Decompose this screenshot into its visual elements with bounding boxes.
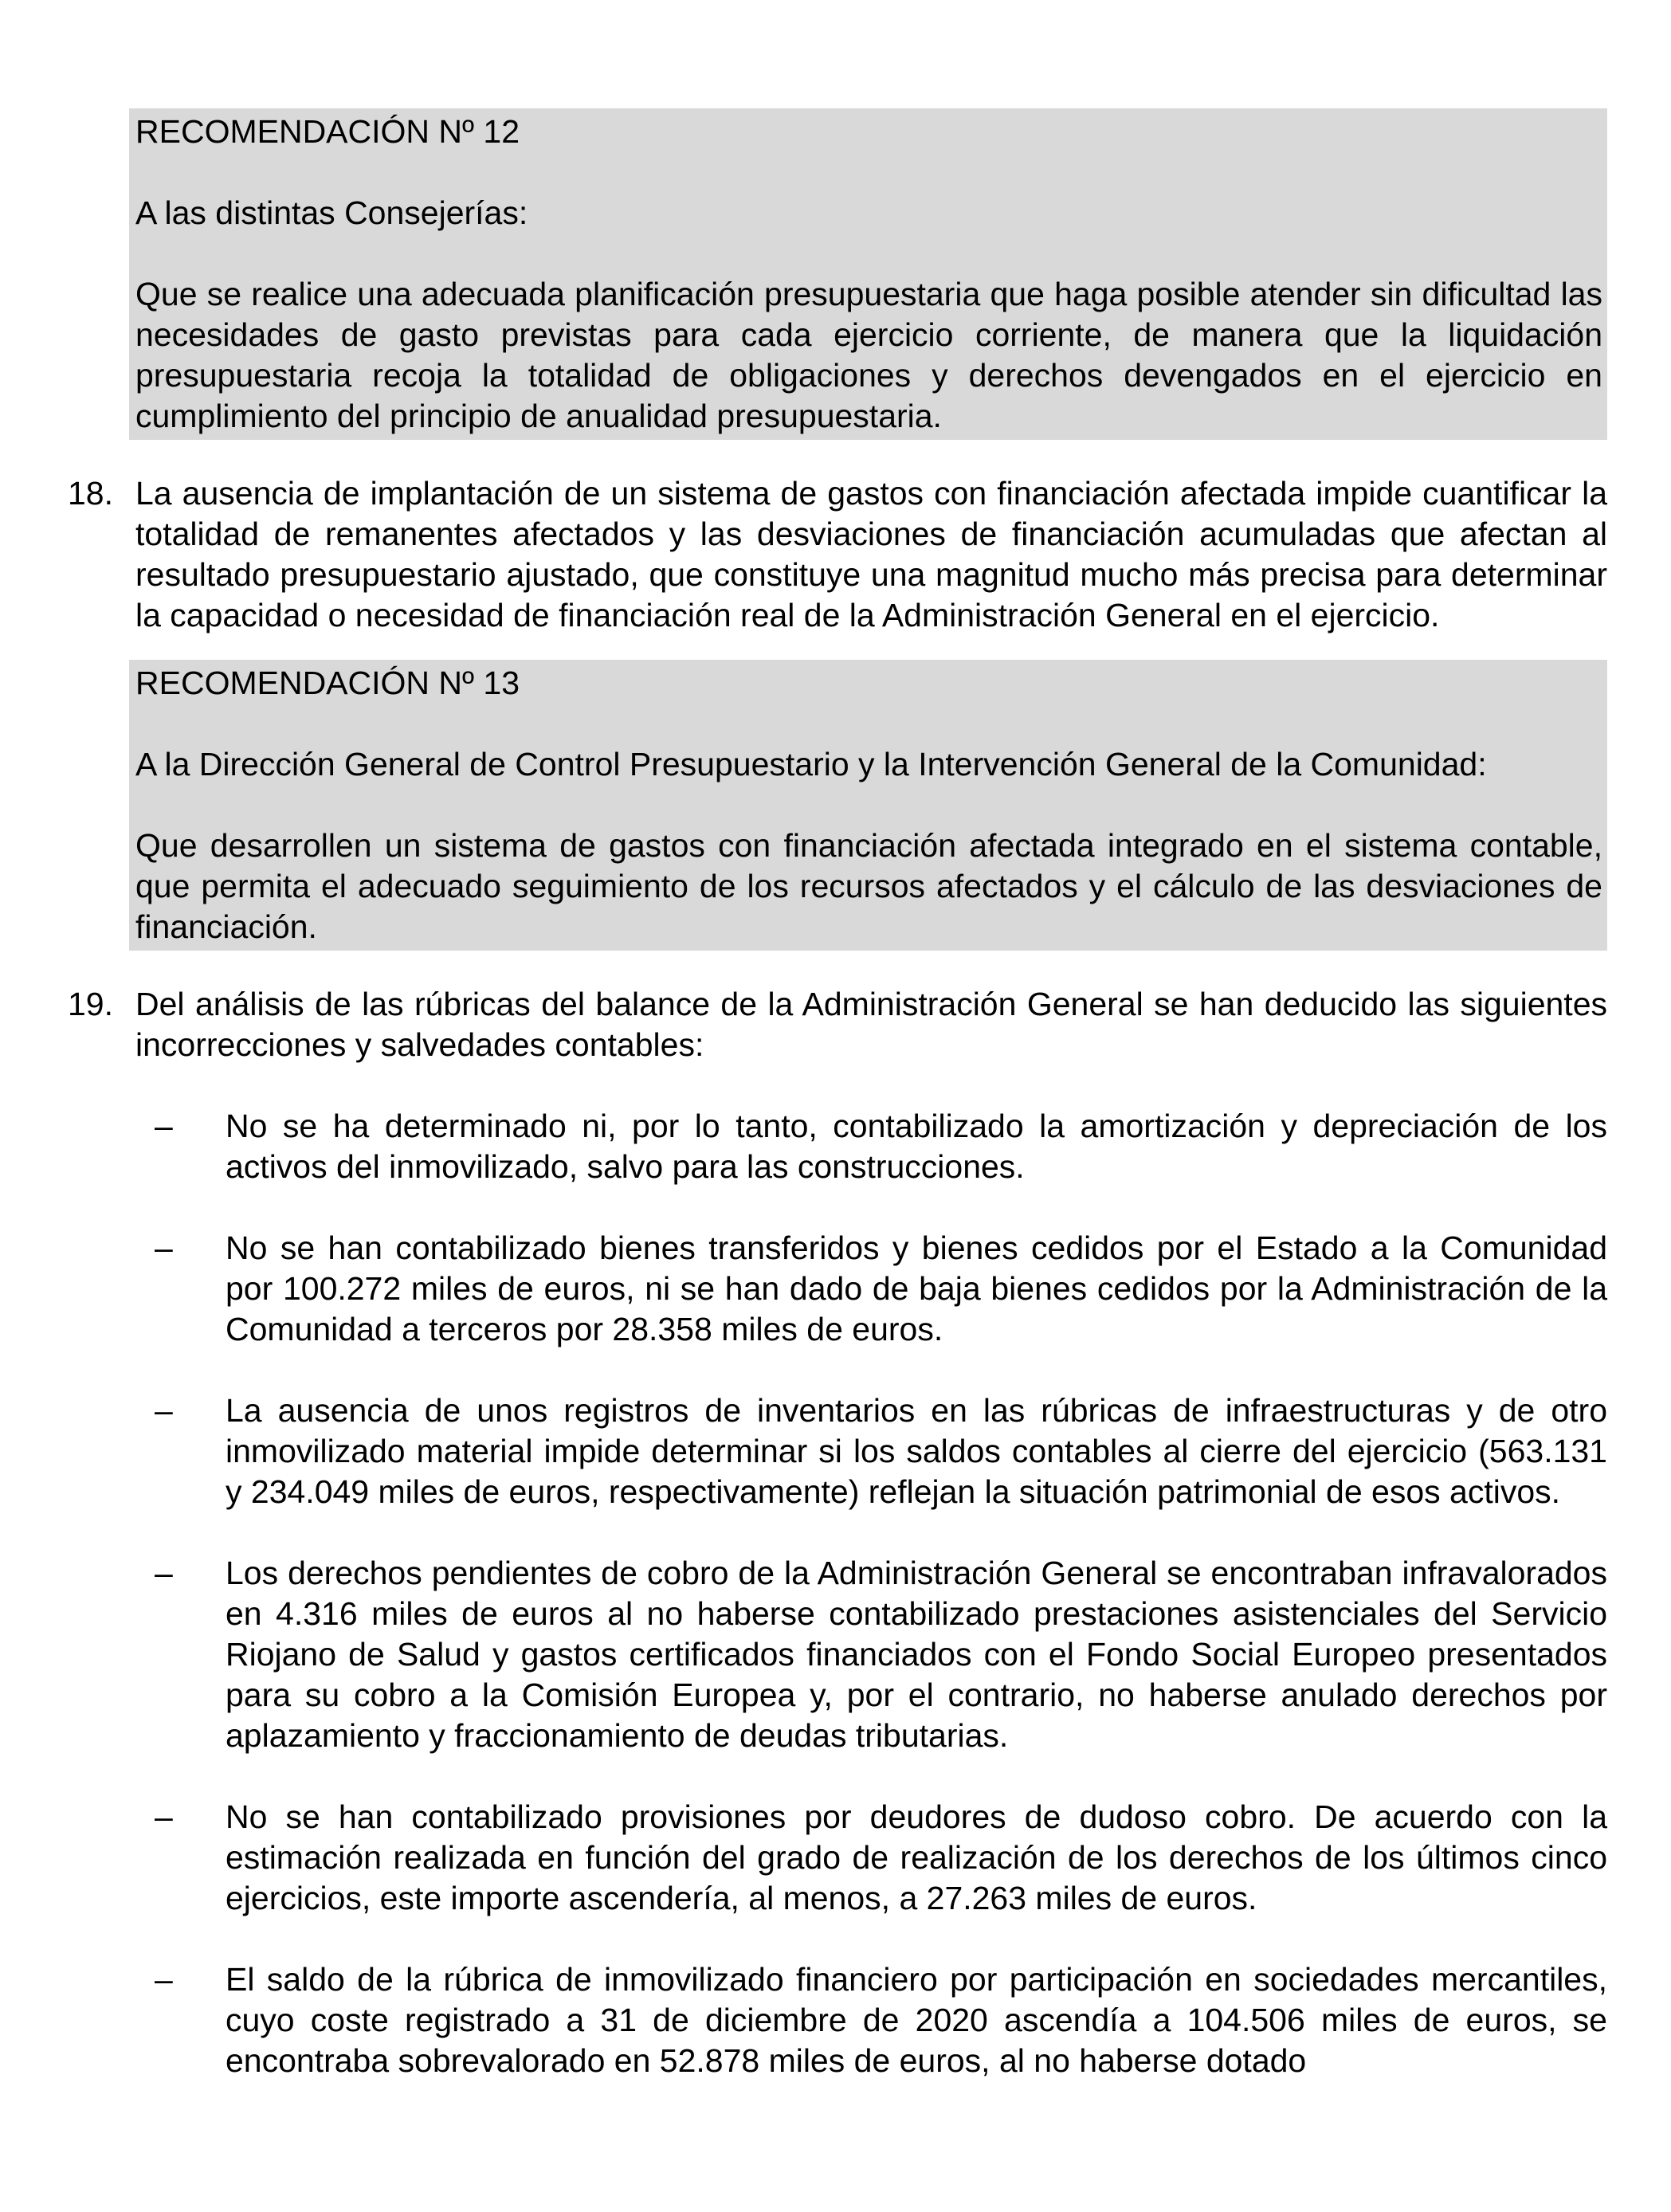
dash-bullet: – [155, 1961, 173, 1998]
recommendation-13-addressee: A la Dirección General de Control Presupuestario y la Intervención General de la Comunidad: [135, 746, 1487, 782]
recommendation-13-text: Que desarrollen un sistema de gastos con financiación afectada integrado en el sistema contable, que permita el adecuado seguimiento de los recursos afectados y el cálculo de las desviaciones de financiación. [135, 827, 1602, 945]
list-item [135, 1106, 1607, 1187]
dash-bullet: – [155, 1108, 173, 1144]
paragraph-18 [68, 473, 1607, 636]
recommendation-13-title: RECOMENDACIÓN Nº 13 [135, 665, 520, 701]
list-item [135, 1797, 1607, 1919]
paragraph-19-number: 19. [68, 986, 113, 1022]
dash-bullet: – [155, 1230, 173, 1266]
list-item-text: No se han contabilizado provisiones por deudores de dudoso cobro. De acuerdo con la estimación realizada en función del grado de realización de los derechos de los últimos cinco ejercicios, este importe ascendería, al menos, a 27.263 miles de euros. [226, 1798, 1607, 1916]
paragraph-18-number: 18. [68, 475, 113, 512]
paragraph-18-text: La ausencia de implantación de un sistema de gastos con financiación afectada impide cuantificar la totalidad de remanentes afectados y las desviaciones de financiación acumuladas que afectan al resultado presupuestario ajustado, que constituye una magnitud mucho más precisa para determinar la capacidad o necesidad de financiación real de la Administración General en el ejercicio. [135, 475, 1607, 633]
paragraph-19 [68, 984, 1607, 1065]
list-item-text: No se ha determinado ni, por lo tanto, contabilizado la amortización y depreciación de los activos del inmovilizado, salvo para las construcciones. [226, 1108, 1607, 1185]
list-item [135, 1553, 1607, 1756]
document-body [68, 108, 1607, 2081]
list-item [135, 1959, 1607, 2081]
list-item-text: El saldo de la rúbrica de inmovilizado financiero por participación en sociedades mercantiles, cuyo coste registrado a 31 de diciembre de 2020 ascendía a 104.506 miles de euros, se encontraba sobrevalorado en 52.878 miles de euros, al no haberse dotado [226, 1961, 1607, 2079]
recommendation-12-addressee: A las distintas Consejerías: [135, 194, 528, 231]
list-item-text: No se han contabilizado bienes transferidos y bienes cedidos por el Estado a la Comunidad por 100.272 miles de euros, ni se han dado de baja bienes cedidos por la Administración de la Comunidad a terceros por 28.358 miles de euros. [226, 1230, 1607, 1347]
list-item [135, 1228, 1607, 1350]
paragraph-19-text: Del análisis de las rúbricas del balance de la Administración General se han deducido las siguientes incorrecciones y salvedades contables: [135, 986, 1607, 1063]
list-item-text: La ausencia de unos registros de inventarios en las rúbricas de infraestructuras y de otro inmovilizado material impide determinar si los saldos contables al cierre del ejercicio (563.131 y 234.049 miles de euros, respectivamente) reflejan la situación patrimonial de esos activos. [226, 1392, 1607, 1510]
salvedades-list [135, 1106, 1607, 2081]
list-item-text: Los derechos pendientes de cobro de la Administración General se encontraban infravalorados en 4.316 miles de euros al no haberse contabilizado prestaciones asistenciales del Servicio Riojano de Salud y gastos certificados financiados con el Fondo Social Europeo presentados para su cobro a la Comisión Europea y, por el contrario, no haberse anulado derechos por aplazamiento y fraccionamiento de deudas tributarias. [226, 1555, 1607, 1754]
recommendation-12-title: RECOMENDACIÓN Nº 12 [135, 113, 520, 150]
dash-bullet: – [155, 1555, 173, 1591]
recommendation-13-box [129, 660, 1607, 951]
dash-bullet: – [155, 1798, 173, 1835]
list-item [135, 1390, 1607, 1512]
dash-bullet: – [155, 1392, 173, 1429]
recommendation-12-box [129, 108, 1607, 440]
recommendation-12-text: Que se realice una adecuada planificación presupuestaria que haga posible atender sin dificultad las necesidades de gasto previstas para cada ejercicio corriente, de manera que la liquidación presupuestaria recoja la totalidad de obligaciones y derechos devengados en el ejercicio en cumplimiento del principio de anualidad presupuestaria. [135, 276, 1602, 434]
